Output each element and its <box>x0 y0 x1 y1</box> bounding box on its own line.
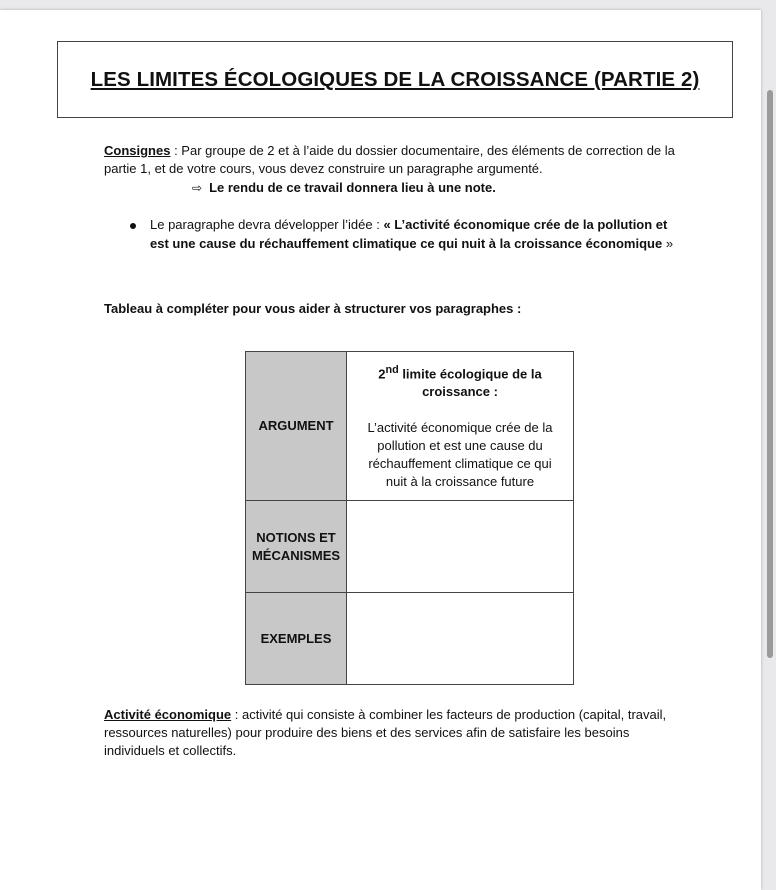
table-row <box>246 501 574 593</box>
table-row <box>246 593 574 685</box>
document-page <box>0 10 761 890</box>
bullet-item <box>130 216 690 253</box>
note-text: Le rendu de ce travail donnera lieu à une note. <box>209 180 496 195</box>
argument-body: L’activité économique crée de la pollution et est une cause du réchauffement climatique ce qui nuit à la croissance future <box>367 420 553 490</box>
argument-cell[interactable] <box>347 352 574 501</box>
bullet-suffix: » <box>662 235 674 251</box>
bullet-prefix: Le paragraphe devra développer l’idée : <box>150 217 384 232</box>
tableau-label: Tableau à compléter pour vous aider à structurer vos paragraphes : <box>104 301 522 316</box>
vertical-scrollbar[interactable] <box>767 90 773 658</box>
notions-line1: NOTIONS ET <box>256 529 336 545</box>
heading-rest: limite écologique de la croissance : <box>398 366 542 400</box>
structure-table <box>245 351 574 685</box>
bullet-dot-icon <box>130 223 136 229</box>
row-header-notions <box>246 501 347 593</box>
heading-number: 2 <box>378 366 386 382</box>
page-title: LES LIMITES ÉCOLOGIQUES DE LA CROISSANCE (PARTIE 2) <box>90 67 700 91</box>
bullet-text <box>150 216 680 253</box>
table-row <box>246 352 574 501</box>
bullet-quote: « L’activité économique crée de la pollution et est une cause du réchauffement climatique ce qui nuit à la croissance économique <box>150 217 668 251</box>
row-header-exemples: EXEMPLES <box>246 593 347 685</box>
notions-line2: MÉCANISMES <box>251 547 341 563</box>
definition-paragraph <box>104 706 674 760</box>
definition-text: : activité qui consiste à combiner les facteurs de production (capital, travail, ressources naturelles) pour produire des biens et des services afin de satisfaire les besoins individuels et collectifs. <box>104 707 667 758</box>
definition-label: Activité économique <box>104 707 232 722</box>
arrow-right-icon: ⇨ <box>192 181 203 195</box>
exemples-cell[interactable] <box>347 593 574 685</box>
consignes-paragraph <box>104 142 684 178</box>
consignes-text: : Par groupe de 2 et à l’aide du dossier documentaire, des éléments de correction de la partie 1, et de votre cours, vous devez construire un paragraphe argumenté. <box>104 143 675 176</box>
title-box <box>57 41 733 118</box>
notions-cell[interactable] <box>347 501 574 593</box>
heading-sup: nd <box>385 363 399 376</box>
argument-heading <box>359 361 561 401</box>
note-line <box>192 179 496 197</box>
row-header-argument: ARGUMENT <box>246 352 347 501</box>
consignes-label: Consignes <box>104 143 171 158</box>
